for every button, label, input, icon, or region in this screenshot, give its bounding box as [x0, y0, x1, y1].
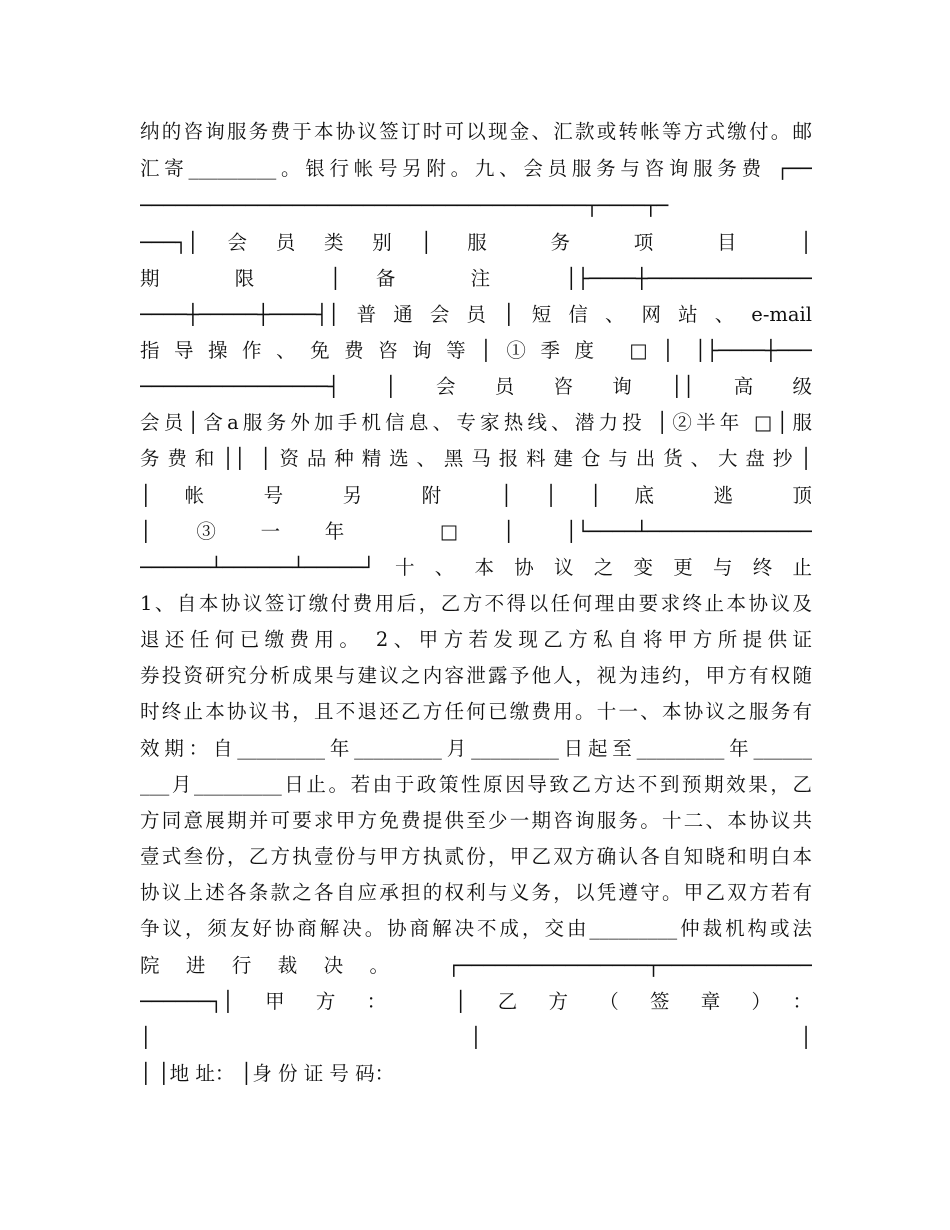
text-line: ───┐│会员类别│ 服 务 项 目 │: [140, 231, 812, 254]
text-line: 争议，须友好协商解决。协商解决不成，交由_________仲裁机构或法: [140, 917, 812, 940]
text-line: 务费和││ │资品种精选、黑马报料建仓与出货、大盘抄│: [140, 447, 812, 470]
text-line: 1、自本协议签订缴付费用后，乙方不得以任何理由要求终止本协议及: [140, 592, 812, 615]
text-line: 券投资研究分析成果与建议之内容泄露予他人，视为违约，甲方有权随: [140, 664, 812, 687]
text-line: 纳的咨询服务费于本协议签订时可以现金、汇款或转帐等方式缴付。邮: [140, 120, 812, 143]
text-line: ──────┴──────┴─────┘十、本协议之变更与终止: [140, 556, 812, 579]
text-line: 时终止本协议书，且不退还乙方任何已缴费用。十一、本协议之服务有: [140, 700, 812, 723]
text-line: 协议上述各条款之各自应承担的权利与义务，以凭遵守。甲乙双方若有: [140, 881, 812, 904]
text-line: │ │地 址： │身 份 证 号 码：: [140, 1062, 395, 1085]
text-line: 会员│含a服务外加手机信息、专家热线、潜力投 │②半年 □│服: [140, 411, 812, 434]
text-line: ──────────────────────────────────────┬────┬─: [140, 194, 669, 217]
text-line: ___月_________日止。若由于政策性原因导致乙方达不到预期效果，乙: [140, 773, 812, 796]
text-line: 壹式叁份，乙方执壹份与甲方执贰份，甲乙双方确认各自知晓和明白本: [140, 845, 812, 868]
text-line: │③一年 □│ │└────┴──────────────: [140, 520, 812, 543]
text-line: │ 帐 号 另 附 │ │ │ 底 逃 顶: [140, 484, 812, 507]
text-line: 方同意展期并可要求甲方免费提供至少一期咨询服务。十二、本协议共: [140, 809, 812, 832]
text-line: 效期：自_________年_________月_________日起至_________年______: [140, 737, 812, 760]
text-line: │ │ │: [140, 1026, 812, 1049]
text-line: 期 限 │备 注 │├────┼──────────────: [140, 267, 812, 290]
text-line: 汇寄_________。银行帐号另附。九、会员服务与咨询服务费 ┌──: [140, 157, 812, 180]
text-line: 院进行裁决。 ┌────────────────┬─────────────: [140, 954, 812, 977]
text-line: 退还任何已缴费用。 2、甲方若发现乙方私自将甲方所提供证: [140, 628, 812, 651]
text-line: ──────┐│甲方： │乙方（签章）：: [140, 990, 812, 1013]
text-line: ────┼─────┼────┤│普通会员│短信、网站、e-mail: [140, 303, 812, 326]
text-line: ────────────────┤ │会员咨询││高级: [140, 375, 812, 398]
text-line: 指导操作、免费咨询等│①季度 □│ │├────┼───: [140, 339, 812, 362]
